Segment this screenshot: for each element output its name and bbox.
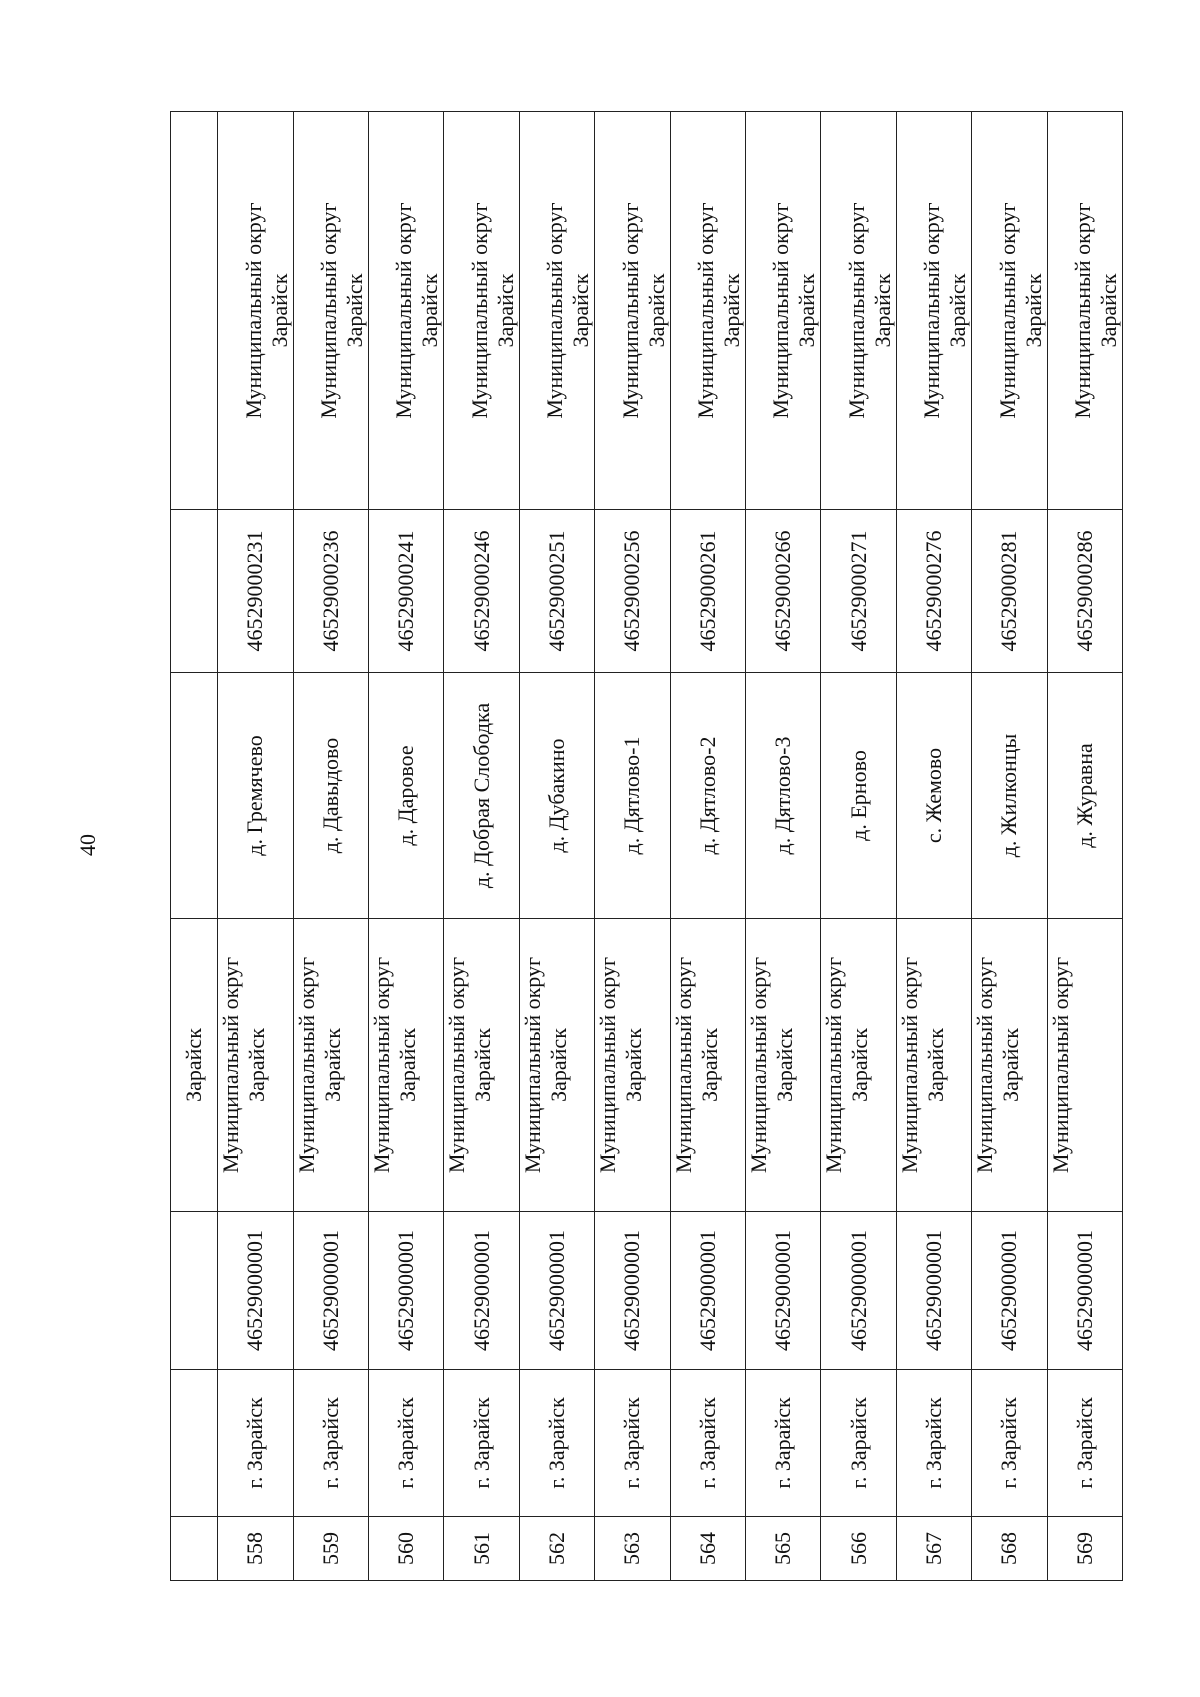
oktmo-village: 46529000256 [595,510,670,673]
mo-village-line1: Муниципальный округ [1070,202,1095,419]
city-name: г. Зарайск [595,1370,670,1517]
mo-city-line1: Муниципальный округ [595,956,621,1174]
mo-village [896,112,971,510]
table-row [369,112,444,1581]
oktmo-city: 46529000001 [745,1212,820,1370]
oktmo-village: 46529000281 [972,510,1047,673]
mo-village-line2: Зарайск [794,273,820,348]
table-row [444,112,519,1581]
mo-village-line2: Зарайск [1020,273,1046,348]
row-number: 566 [821,1517,896,1581]
oktmo-village: 46529000276 [896,510,971,673]
mo-village-line2: Зарайск [342,273,368,348]
mo-city-line2: Зарайск [847,1028,873,1102]
mo-village [369,112,444,510]
mo-village [519,112,594,510]
table-row [972,112,1047,1581]
oktmo-city: 46529000001 [293,1212,368,1370]
oktmo-village: 46529000231 [218,510,293,673]
city-name: г. Зарайск [293,1370,368,1517]
mo-city [670,919,745,1212]
table-row [519,112,594,1581]
mo-village [218,112,293,510]
table-row [745,112,820,1581]
mo-city [519,919,594,1212]
row-number: 558 [218,1517,293,1581]
city-name: г. Зарайск [972,1370,1047,1517]
row-number: 562 [519,1517,594,1581]
mo-city [595,919,670,1212]
oktmo-city: 46529000001 [821,1212,896,1370]
mo-city-line1: Муниципальный округ [670,956,696,1174]
mo-city-line1: Муниципальный округ [745,956,771,1174]
carry-cell [171,1370,218,1517]
mo-village-line2: Зарайск [945,273,971,348]
oktmo-village: 46529000236 [293,510,368,673]
mo-city [972,919,1047,1212]
table-row [595,112,670,1581]
city-name: г. Зарайск [519,1370,594,1517]
table-row [821,112,896,1581]
oktmo-city: 46529000001 [519,1212,594,1370]
row-number: 559 [293,1517,368,1581]
oktmo-village: 46529000271 [821,510,896,673]
oktmo-city: 46529000001 [444,1212,519,1370]
mo-city-line1: Муниципальный округ [1047,956,1073,1174]
mo-city-line2: Зарайск [395,1028,421,1102]
village-name: д. Даровое [369,673,444,919]
city-name: г. Зарайск [218,1370,293,1517]
row-number: 565 [745,1517,820,1581]
mo-village [972,112,1047,510]
mo-village-line1: Муниципальный округ [692,202,718,419]
mo-city-line2: Зарайск [922,1028,948,1102]
mo-village [670,112,745,510]
carry-cell [171,1517,218,1581]
village-name: д. Дятлово-1 [595,673,670,919]
village-name: д. Дубакино [519,673,594,919]
oktmo-village: 46529000246 [444,510,519,673]
page-number: 40 [75,834,100,856]
mo-village-line1: Муниципальный округ [617,202,643,419]
mo-village [745,112,820,510]
row-number: 561 [444,1517,519,1581]
village-name: с. Жемово [896,673,971,919]
carry-cell [171,673,218,919]
oktmo-city: 46529000001 [595,1212,670,1370]
oktmo-city: 46529000001 [972,1212,1047,1370]
village-name: д. Жилконцы [972,673,1047,919]
mo-village-line1: Муниципальный округ [994,202,1020,419]
mo-city [369,919,444,1212]
city-name: г. Зарайск [444,1370,519,1517]
table-row [896,112,971,1581]
city-name: г. Зарайск [369,1370,444,1517]
mo-city [444,919,519,1212]
row-number: 564 [670,1517,745,1581]
oktmo-city: 46529000001 [670,1212,745,1370]
mo-city-line1: Муниципальный округ [293,956,319,1174]
mo-city-line2: Зарайск [545,1028,571,1102]
mo-village-line1: Муниципальный округ [391,202,417,419]
city-name: г. Зарайск [745,1370,820,1517]
mo-village-line1: Муниципальный округ [466,202,492,419]
mo-village [1047,112,1122,510]
carry-cell [171,1212,218,1370]
table-row [293,112,368,1581]
mo-city [745,919,820,1212]
oktmo-city: 46529000001 [369,1212,444,1370]
city-name: г. Зарайск [670,1370,745,1517]
village-name: д. Добрая Слободка [444,673,519,919]
village-name: д. Журавна [1047,673,1122,919]
carry-cell [171,510,218,673]
mo-city-line1: Муниципальный округ [444,956,470,1174]
mo-city-line2: Зарайск [244,1028,270,1102]
mo-village-line2: Зарайск [643,273,669,348]
mo-city-line1: Муниципальный округ [519,956,545,1174]
mo-village-line2: Зарайск [266,273,292,348]
mo-village-line1: Муниципальный округ [768,202,794,419]
mo-village [293,112,368,510]
oktmo-city: 46529000001 [218,1212,293,1370]
mo-village [444,112,519,510]
table-row [218,112,293,1581]
mo-city-line2: Зарайск [470,1028,496,1102]
mo-village-line1: Муниципальный округ [542,202,568,419]
oktmo-village: 46529000286 [1047,510,1122,673]
table-row [670,112,745,1581]
village-name: д. Давыдово [293,673,368,919]
oktmo-city: 46529000001 [896,1212,971,1370]
mo-village-line1: Муниципальный округ [843,202,869,419]
mo-village-line2: Зарайск [417,273,443,348]
village-name: д. Дятлово-2 [670,673,745,919]
row-number: 560 [369,1517,444,1581]
village-name: д. Гремячево [218,673,293,919]
oktmo-village: 46529000261 [670,510,745,673]
row-number: 567 [896,1517,971,1581]
city-name: г. Зарайск [1047,1370,1122,1517]
mo-city-line1: Муниципальный округ [218,956,244,1174]
settlements-table [170,111,1123,1581]
oktmo-city: 46529000001 [1047,1212,1122,1370]
carry-cell [171,112,218,510]
mo-city-line1: Муниципальный округ [369,956,395,1174]
mo-city-line2: Зарайск [998,1028,1024,1102]
row-number: 569 [1047,1517,1122,1581]
table-rotator [170,112,1123,1581]
village-name: д. Дятлово-3 [745,673,820,919]
mo-village-line1: Муниципальный округ [316,202,342,419]
row-number: 568 [972,1517,1047,1581]
mo-village [821,112,896,510]
carry-over-row [171,112,218,1581]
mo-city [821,919,896,1212]
row-number: 563 [595,1517,670,1581]
mo-village-line2: Зарайск [568,273,594,348]
village-name: д. Ерново [821,673,896,919]
mo-city-line2: Зарайск [771,1028,797,1102]
carry-over-text: Зарайск [171,919,218,1212]
mo-city [218,919,293,1212]
mo-city-line1: Муниципальный округ [972,956,998,1174]
oktmo-village: 46529000241 [369,510,444,673]
city-name: г. Зарайск [821,1370,896,1517]
mo-village-line2: Зарайск [492,273,518,348]
mo-village-line2: Зарайск [1096,273,1121,348]
mo-village-line1: Муниципальный округ [919,202,945,419]
mo-village-line2: Зарайск [718,273,744,348]
mo-village [595,112,670,510]
city-name: г. Зарайск [896,1370,971,1517]
mo-village-line1: Муниципальный округ [240,202,266,419]
table-row [1047,112,1122,1581]
oktmo-village: 46529000251 [519,510,594,673]
mo-city [293,919,368,1212]
mo-city-line1: Муниципальный округ [896,956,922,1174]
mo-city-line2: Зарайск [696,1028,722,1102]
mo-city [896,919,971,1212]
mo-village-line2: Зарайск [869,273,895,348]
mo-city-line2: Зарайск [319,1028,345,1102]
oktmo-village: 46529000266 [745,510,820,673]
mo-city-line2: Зарайск [621,1028,647,1102]
mo-city [1047,919,1122,1212]
mo-city-line1: Муниципальный округ [821,956,847,1174]
